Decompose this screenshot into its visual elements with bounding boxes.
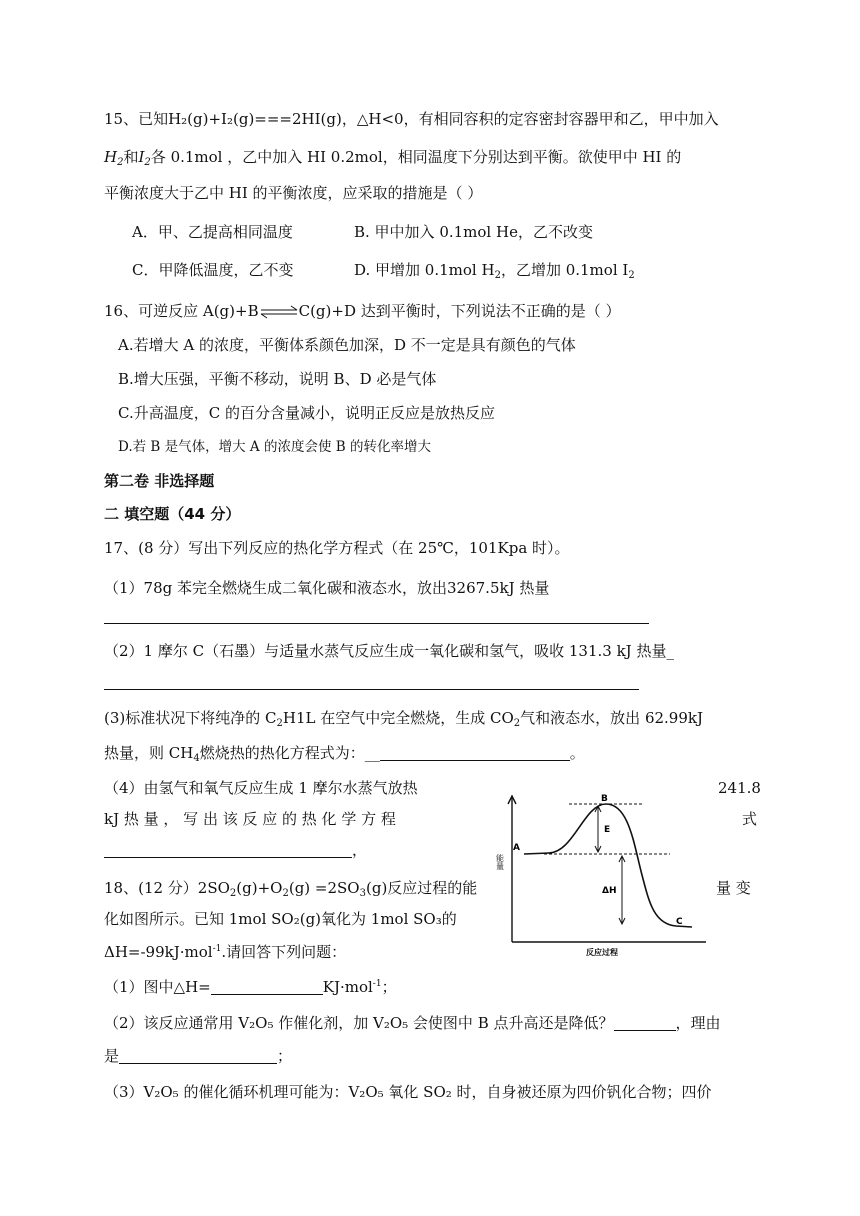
answer-blank-7[interactable]: [119, 1047, 277, 1064]
q15-option-d: D. 甲增加 0.1mol $H_2$，乙增加 0.1mol $I_2$: [354, 261, 635, 281]
q18-part3: （3）V₂O₅ 的催化循环机理可能为：V₂O₅ 氧化 SO₂ 时，自身被还原为四价钒化合物；四价: [104, 1083, 712, 1101]
q15-option-a: A．甲、乙提高相同温度: [132, 223, 293, 241]
q18-part1: （1）图中△H= KJ·mol$^{-1}$；: [104, 978, 397, 996]
q17-part4-line2: kJ 热 量 ， 写 出 该 反 应 的 热 化 学 方 程: [104, 810, 396, 828]
label-c: C: [676, 917, 683, 927]
q15-option-c: C．甲降低温度，乙不变: [132, 261, 294, 279]
label-dh: ΔH: [602, 886, 617, 896]
q18-line1-tail: 量 变: [716, 879, 751, 897]
q18-part2-line1: （2）该反应通常用 V₂O₅ 作催化剂，加 V₂O₅ 会使图中 B 点升高还是降低？ ，理由: [104, 1014, 721, 1032]
label-e: E: [604, 825, 611, 835]
answer-line-2[interactable]: [104, 689, 639, 690]
q17-part3-line2: 热量，则 $CH_4$燃烧热的热化方程式为：__ 。: [104, 744, 585, 764]
answer-blank-6[interactable]: [614, 1014, 676, 1031]
q17-part2: （2）1 摩尔 C（石墨）与适量水蒸气反应生成一氧化碳和氢气，吸收 131.3 kJ 热量_: [104, 642, 674, 660]
answer-line-1[interactable]: [104, 623, 649, 624]
q15-line3: 平衡浓度大于乙中 HI 的平衡浓度，应采取的措施是（ ）: [104, 184, 483, 202]
i2-symbol: $I_2$: [138, 148, 151, 168]
label-a: A: [513, 843, 520, 853]
energy-diagram: [494, 790, 714, 960]
q16-option-a: A.若增大 A 的浓度，平衡体系颜色加深，D 不一定是具有颜色的气体: [118, 336, 576, 354]
answer-blank-5[interactable]: [211, 978, 323, 995]
q15-option-b: B. 甲中加入 0.1mol He，乙不改变: [354, 223, 593, 241]
q16-option-c: C.升高温度，C 的百分含量减小，说明正反应是放热反应: [118, 404, 495, 422]
section-title: 第二卷 非选择题: [104, 472, 215, 490]
energy-curve: [524, 804, 692, 927]
q18-line2: 化如图所示。已知 1mol SO₂(g)氧化为 1mol SO₃的: [104, 910, 457, 928]
x-axis-label: 反应过程: [586, 948, 618, 957]
q16-stem: 16、可逆反应 A(g)+B C(g)+D 达到平衡时，下列说法不正确的是（ ）: [104, 302, 621, 320]
answer-blank-3[interactable]: [380, 744, 570, 761]
q18-part2-line2: 是 ；: [104, 1047, 293, 1065]
q17-part3-line1: (3)标准状况下将纯净的 $C_2H1L$ 在空气中完全燃烧，生成 $CO_2$气和液态水，放出 62.99kJ: [104, 709, 703, 729]
q18-line1: 18、(12 分）$2SO_2(g)+O_2(g) =2SO_3(g)$反应过程的能: [104, 879, 478, 899]
q15-line1: 15、已知H₂(g)+I₂(g)===2HI(g)，△H<0，有相同容积的定容密封容器甲和乙，甲中加入: [104, 110, 719, 128]
q17-part4-tail: 式: [742, 810, 758, 828]
label-b: B: [601, 794, 608, 804]
q16-option-b: B.增大压强，平衡不移动，说明 B、D 必是气体: [118, 370, 437, 388]
equilibrium-arrow-icon: [259, 305, 299, 319]
q17-stem: 17、(8 分）写出下列反应的热化学方程式（在 25℃，101Kpa 时）。: [104, 539, 570, 557]
q15-line2: $H_2$和$I_2$各 0.1mol ，乙中加入 HI 0.2mol，相同温度下分别达到平衡。欲使甲中 HI 的: [104, 148, 682, 168]
q17-part1: （1）78g 苯完全燃烧生成二氧化碳和液态水，放出3267.5kJ 热量: [104, 579, 550, 597]
q16-option-d: D.若 B 是气体，增大 A 的浓度会使 B 的转化率增大: [118, 439, 431, 455]
h2-symbol: $H_2$: [104, 148, 124, 168]
section-subtitle: 二 填空题（44 分）: [104, 505, 241, 523]
y-axis-label: 能量: [495, 854, 505, 870]
q17-part4-line3: ，: [104, 839, 367, 861]
answer-blank-4[interactable]: [104, 841, 352, 858]
q17-part4-value: 241.8: [718, 779, 761, 797]
q17-part4-line1: （4）由氢气和氧气反应生成 1 摩尔水蒸气放热: [104, 779, 418, 797]
q18-line3: ΔH=-99kJ·mol$^{-1}$.请回答下列问题：: [104, 943, 347, 961]
